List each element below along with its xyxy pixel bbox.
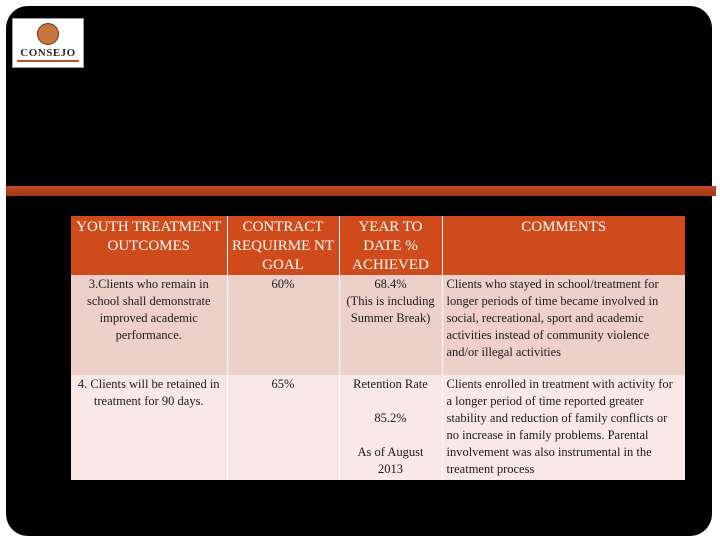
header-outcomes: YOUTH TREATMENT OUTCOMES: [71, 216, 227, 275]
cell-outcome: 3.Clients who remain in school shall demonstrate improved academic performance.: [71, 275, 227, 375]
cell-outcome: 4. Clients will be retained in treatment for 90 days.: [71, 375, 227, 480]
table-row: [71, 375, 685, 480]
cell-achieved: [339, 375, 442, 480]
table-header-row: [71, 216, 685, 275]
header-comments: COMMENTS: [442, 216, 685, 275]
consejo-logo: [12, 18, 84, 68]
header-goal: CONTRACT REQUIRME NT GOAL: [227, 216, 339, 275]
achieved-note: (This is including Summer Break): [346, 294, 435, 325]
achieved-label: Retention Rate: [353, 377, 428, 391]
cell-goal: 65%: [227, 375, 339, 480]
cell-achieved: [339, 275, 442, 375]
cell-goal: 60%: [227, 275, 339, 375]
achieved-value: 68.4%: [374, 277, 407, 291]
header-achieved: YEAR TO DATE % ACHIEVED: [339, 216, 442, 275]
title-divider: [6, 186, 716, 196]
achieved-date: As of August 2013: [357, 445, 424, 476]
outcomes-table: [71, 216, 685, 480]
logo-underline: [17, 60, 79, 62]
logo-text: CONSEJO: [20, 47, 76, 59]
achieved-value: 85.2%: [374, 411, 407, 425]
cell-comments: Clients enrolled in treatment with activity for a longer period of time reported greater stability and reduction of family conflicts or no increase in family problems. Parental involvement was also instrumental in the treatment process: [442, 375, 685, 480]
logo-emblem-icon: [37, 23, 59, 45]
cell-comments: Clients who stayed in school/treatment for longer periods of time became involved in social, recreational, sport and academic activities instead of community violence and/or illegal activities: [442, 275, 685, 375]
table-row: [71, 275, 685, 375]
